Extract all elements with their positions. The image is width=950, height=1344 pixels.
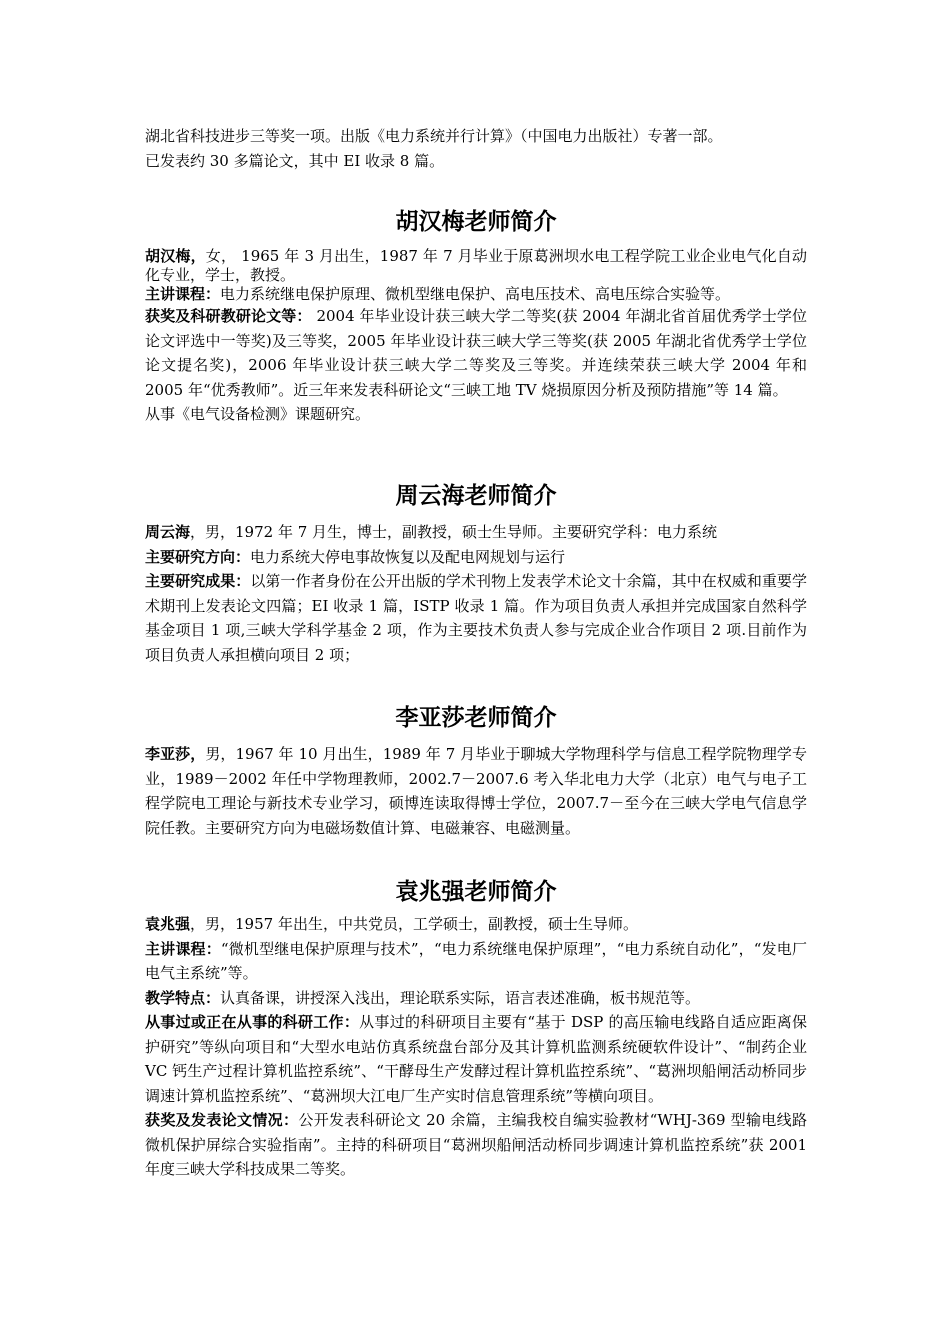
paragraph-text: 公开发表科研论文 20 余篇，主编我校自编实验教材“WHJ-369 型输电线路微机保护屏综合实验指南”。主持的科研项目“葛洲坝船闸活动桥同步调速计算机监控系统”获 2001 年度三峡大学科技成果二等奖。 xyxy=(145,1111,807,1178)
profile-section-li xyxy=(145,702,807,840)
paragraph-lead: 主要研究成果： xyxy=(145,572,251,590)
profile-section-yuan xyxy=(145,876,807,1182)
paragraph-text: “微机型继电保护原理与技术”，“电力系统继电保护原理”，“电力系统自动化”，“发电厂电气主系统”等。 xyxy=(145,939,807,982)
paragraph-text: 认真备课，讲授深入浅出，理论联系实际，语言表述准确，板书规范等。 xyxy=(220,988,701,1007)
paragraph-text: 男，1967 年 10 月出生，1989 年 7 月毕业于聊城大学物理科学与信息工程学院物理学专业，1989－2002 年任中学物理教师，2002.7－2007.6 考入华北电力大学（北京）电气与电子工程学院电工理论与新技术专业学习，硕博连读取得博士学位，2007.7－至今在三峡大学电气信息学院任教。主要研究方向为电磁场数值计算、电磁兼容、电磁测量。 xyxy=(145,745,807,837)
paragraph-text: 以第一作者身份在公开出版的学术刊物上发表学术论文十余篇，其中在权威和重要学术期刊上发表论文四篇；EI 收录 1 篇，ISTP 收录 1 篇。作为项目负责人承担并完成国家自然科学基金项目 1 项,三峡大学科学基金 2 项，作为主要技术负责人参与完成企业合作项目 2 项.目前作为项目负责人承担横向项目 2 项； xyxy=(145,572,807,664)
profile-paragraph xyxy=(145,545,807,570)
paragraph-text: ，男，1972 年 7 月生，博士，副教授，硕士生导师。主要研究学科：电力系统 xyxy=(190,523,718,541)
paragraph-lead: 获奖及发表论文情况： xyxy=(145,1111,299,1129)
profile-paragraph xyxy=(145,742,807,840)
paragraph-lead: 主讲课程： xyxy=(145,939,221,958)
intro-block xyxy=(145,124,807,173)
profile-paragraph xyxy=(145,937,807,986)
paragraph-lead: 李亚莎， xyxy=(145,745,206,763)
profile-paragraph xyxy=(145,285,807,304)
paragraph-text: 电力系统大停电事故恢复以及配电网规划与运行 xyxy=(250,547,566,566)
paragraph-lead: 教学特点： xyxy=(145,988,221,1007)
section-title: 袁兆强老师简介 xyxy=(395,879,557,905)
profile-paragraph xyxy=(145,569,807,667)
section-title: 胡汉梅老师简介 xyxy=(395,209,557,235)
paragraph-text: 从事过的科研项目主要有“基于 DSP 的高压输电线路自适应距离保护研究”等纵向项目和“大型水电站仿真系统盘台部分及其计算机监测系统硬软件设计”、“制药企业 VC 钙生产过程计算机监控系统”、“干酵母生产发酵过程计算机监控系统”、“葛洲坝船闸活动桥同步调速计算机监控系统”、“葛洲坝大江电厂生产实时信息管理系统”等横向项目。 xyxy=(145,1013,807,1105)
profile-paragraph xyxy=(145,912,807,937)
profile-section-hu xyxy=(145,206,807,427)
profile-paragraph xyxy=(145,1010,807,1108)
profile-paragraph xyxy=(145,1108,807,1182)
intro-line: 湖北省科技进步三等奖一项。出版《电力系统并行计算》（中国电力出版社）专著一部。 xyxy=(145,127,723,145)
paragraph-lead: 主讲课程： xyxy=(145,285,221,303)
paragraph-lead: 袁兆强 xyxy=(145,915,191,933)
paragraph-lead: 胡汉梅， xyxy=(145,247,206,265)
paragraph-text: 电力系统继电保护原理、微机型继电保护、高电压技术、高电压综合实验等。 xyxy=(220,285,731,303)
section-title: 李亚莎老师简介 xyxy=(395,705,557,731)
profile-section-zhou xyxy=(145,480,807,667)
paragraph-lead: 从事过或正在从事的科研工作： xyxy=(145,1013,360,1031)
profile-paragraph xyxy=(145,304,807,402)
paragraph-text: ，男，1957 年出生，中共党员，工学硕士，副教授，硕士生导师。 xyxy=(190,915,638,933)
profile-paragraph xyxy=(145,986,807,1011)
paragraph-text: 2004 年毕业设计获三峡大学二等奖(获 2004 年湖北省首届优秀学士学位论文评选中一等奖)及三等奖，2005 年毕业设计获三峡大学三等奖(获 2005 年湖北省优秀学士学位论文提名奖)，2006 年毕业设计获三峡大学二等奖及三等奖。并连续荣获三峡大学 2004 年和 2005 年“优秀教师”。近三年来发表科研论文“三峡工地 TV 烧损原因分析及预防措施”等 14 篇。 xyxy=(145,307,807,399)
paragraph-lead: 周云海 xyxy=(145,523,191,541)
section-title: 周云海老师简介 xyxy=(395,483,557,509)
paragraph-text: 女， 1965 年 3 月出生，1987 年 7 月毕业于原葛洲坝水电工程学院工业企业电气化自动化专业，学士，教授。 xyxy=(145,247,807,284)
paragraph-lead: 获奖及科研教研论文等： xyxy=(145,307,312,325)
paragraph-lead: 主要研究方向： xyxy=(145,547,251,566)
paragraph-text: 从事《电气设备检测》课题研究。 xyxy=(145,405,371,423)
profile-paragraph xyxy=(145,247,807,285)
profile-paragraph xyxy=(145,520,807,545)
profile-paragraph xyxy=(145,402,807,427)
intro-line: 已发表约 30 多篇论文，其中 EI 收录 8 篇。 xyxy=(145,151,445,170)
